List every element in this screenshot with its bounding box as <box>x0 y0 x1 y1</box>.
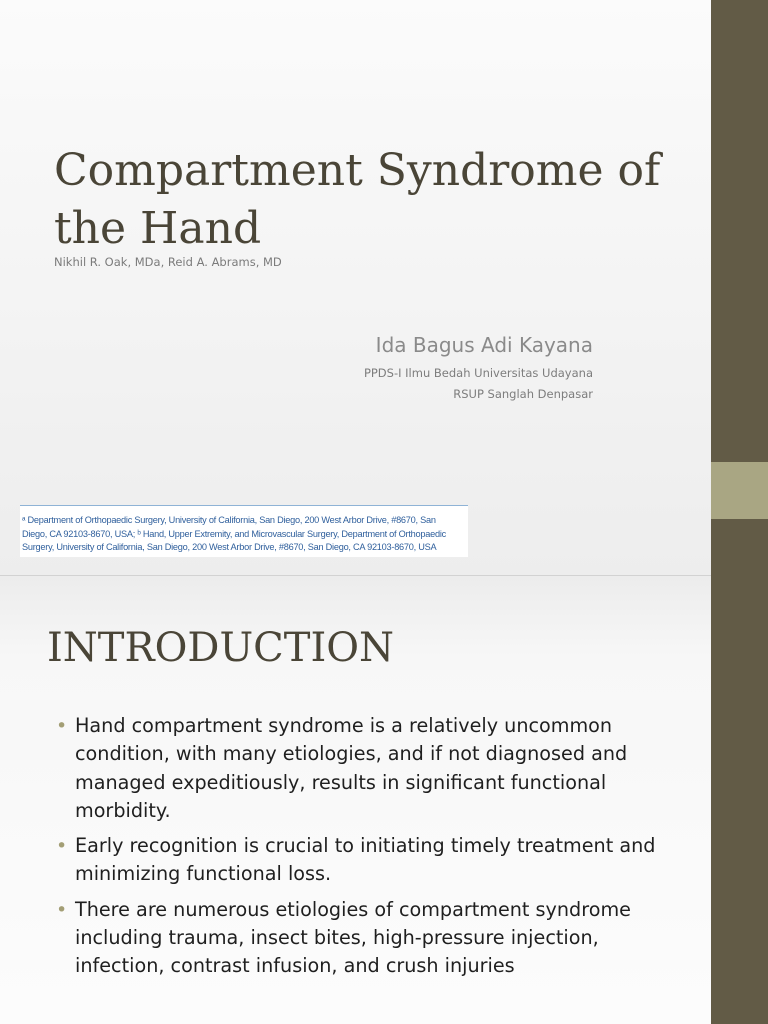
bullet-dot-icon: • <box>56 898 68 921</box>
side-accent-block <box>711 462 768 519</box>
bullet-item <box>56 896 666 981</box>
affiliation-footnote <box>20 505 468 557</box>
bullet-dot-icon: • <box>56 715 68 737</box>
footnote-line: ᵃ Department of Orthopaedic Surgery, University of California, San Diego, 200 West Arbor Drive, #8670, San <box>22 515 436 525</box>
section-heading: INTRODUCTION <box>47 625 395 671</box>
footnote-line: Diego, CA 92103-8670, USA; ᵇ Hand, Upper Extremity, and Microvascular Surgery, Department of Orthopaedic <box>22 528 446 539</box>
bullet-list <box>56 712 666 988</box>
slide-title-line-1: Compartment Syndrome of <box>54 145 661 196</box>
slide-title-line-2: the Hand <box>54 203 262 254</box>
footnote-line: Surgery, University of California, San Diego, 200 West Arbor Drive, #8670, San Diego, CA 92103-8670, USA <box>22 542 437 552</box>
bullet-text: There are numerous etiologies of compartment syndrome including trauma, insect bites, high-pressure injection, infection, contrast infusion, and crush injuries <box>75 897 631 978</box>
bullet-text: Early recognition is crucial to initiating timely treatment and minimizing functional loss. <box>75 834 656 886</box>
author-list: Nikhil R. Oak, MDa, Reid A. Abrams, MD <box>54 255 282 269</box>
introduction-slide <box>0 576 768 1024</box>
slide-title <box>54 142 694 258</box>
bullet-item <box>56 832 666 889</box>
presenter-affiliation-1: PPDS-I Ilmu Bedah Universitas Udayana <box>363 366 593 380</box>
bullet-text: Hand compartment syndrome is a relatively uncommon condition, with many etiologies, and if not diagnosed and managed expeditiously, results in significant functional morbidity. <box>75 714 628 822</box>
presenter-affiliation-2: RSUP Sanglah Denpasar <box>453 387 593 401</box>
bullet-dot-icon: • <box>56 835 68 858</box>
presenter-name: Ida Bagus Adi Kayana <box>375 333 593 357</box>
bullet-item <box>56 712 666 825</box>
